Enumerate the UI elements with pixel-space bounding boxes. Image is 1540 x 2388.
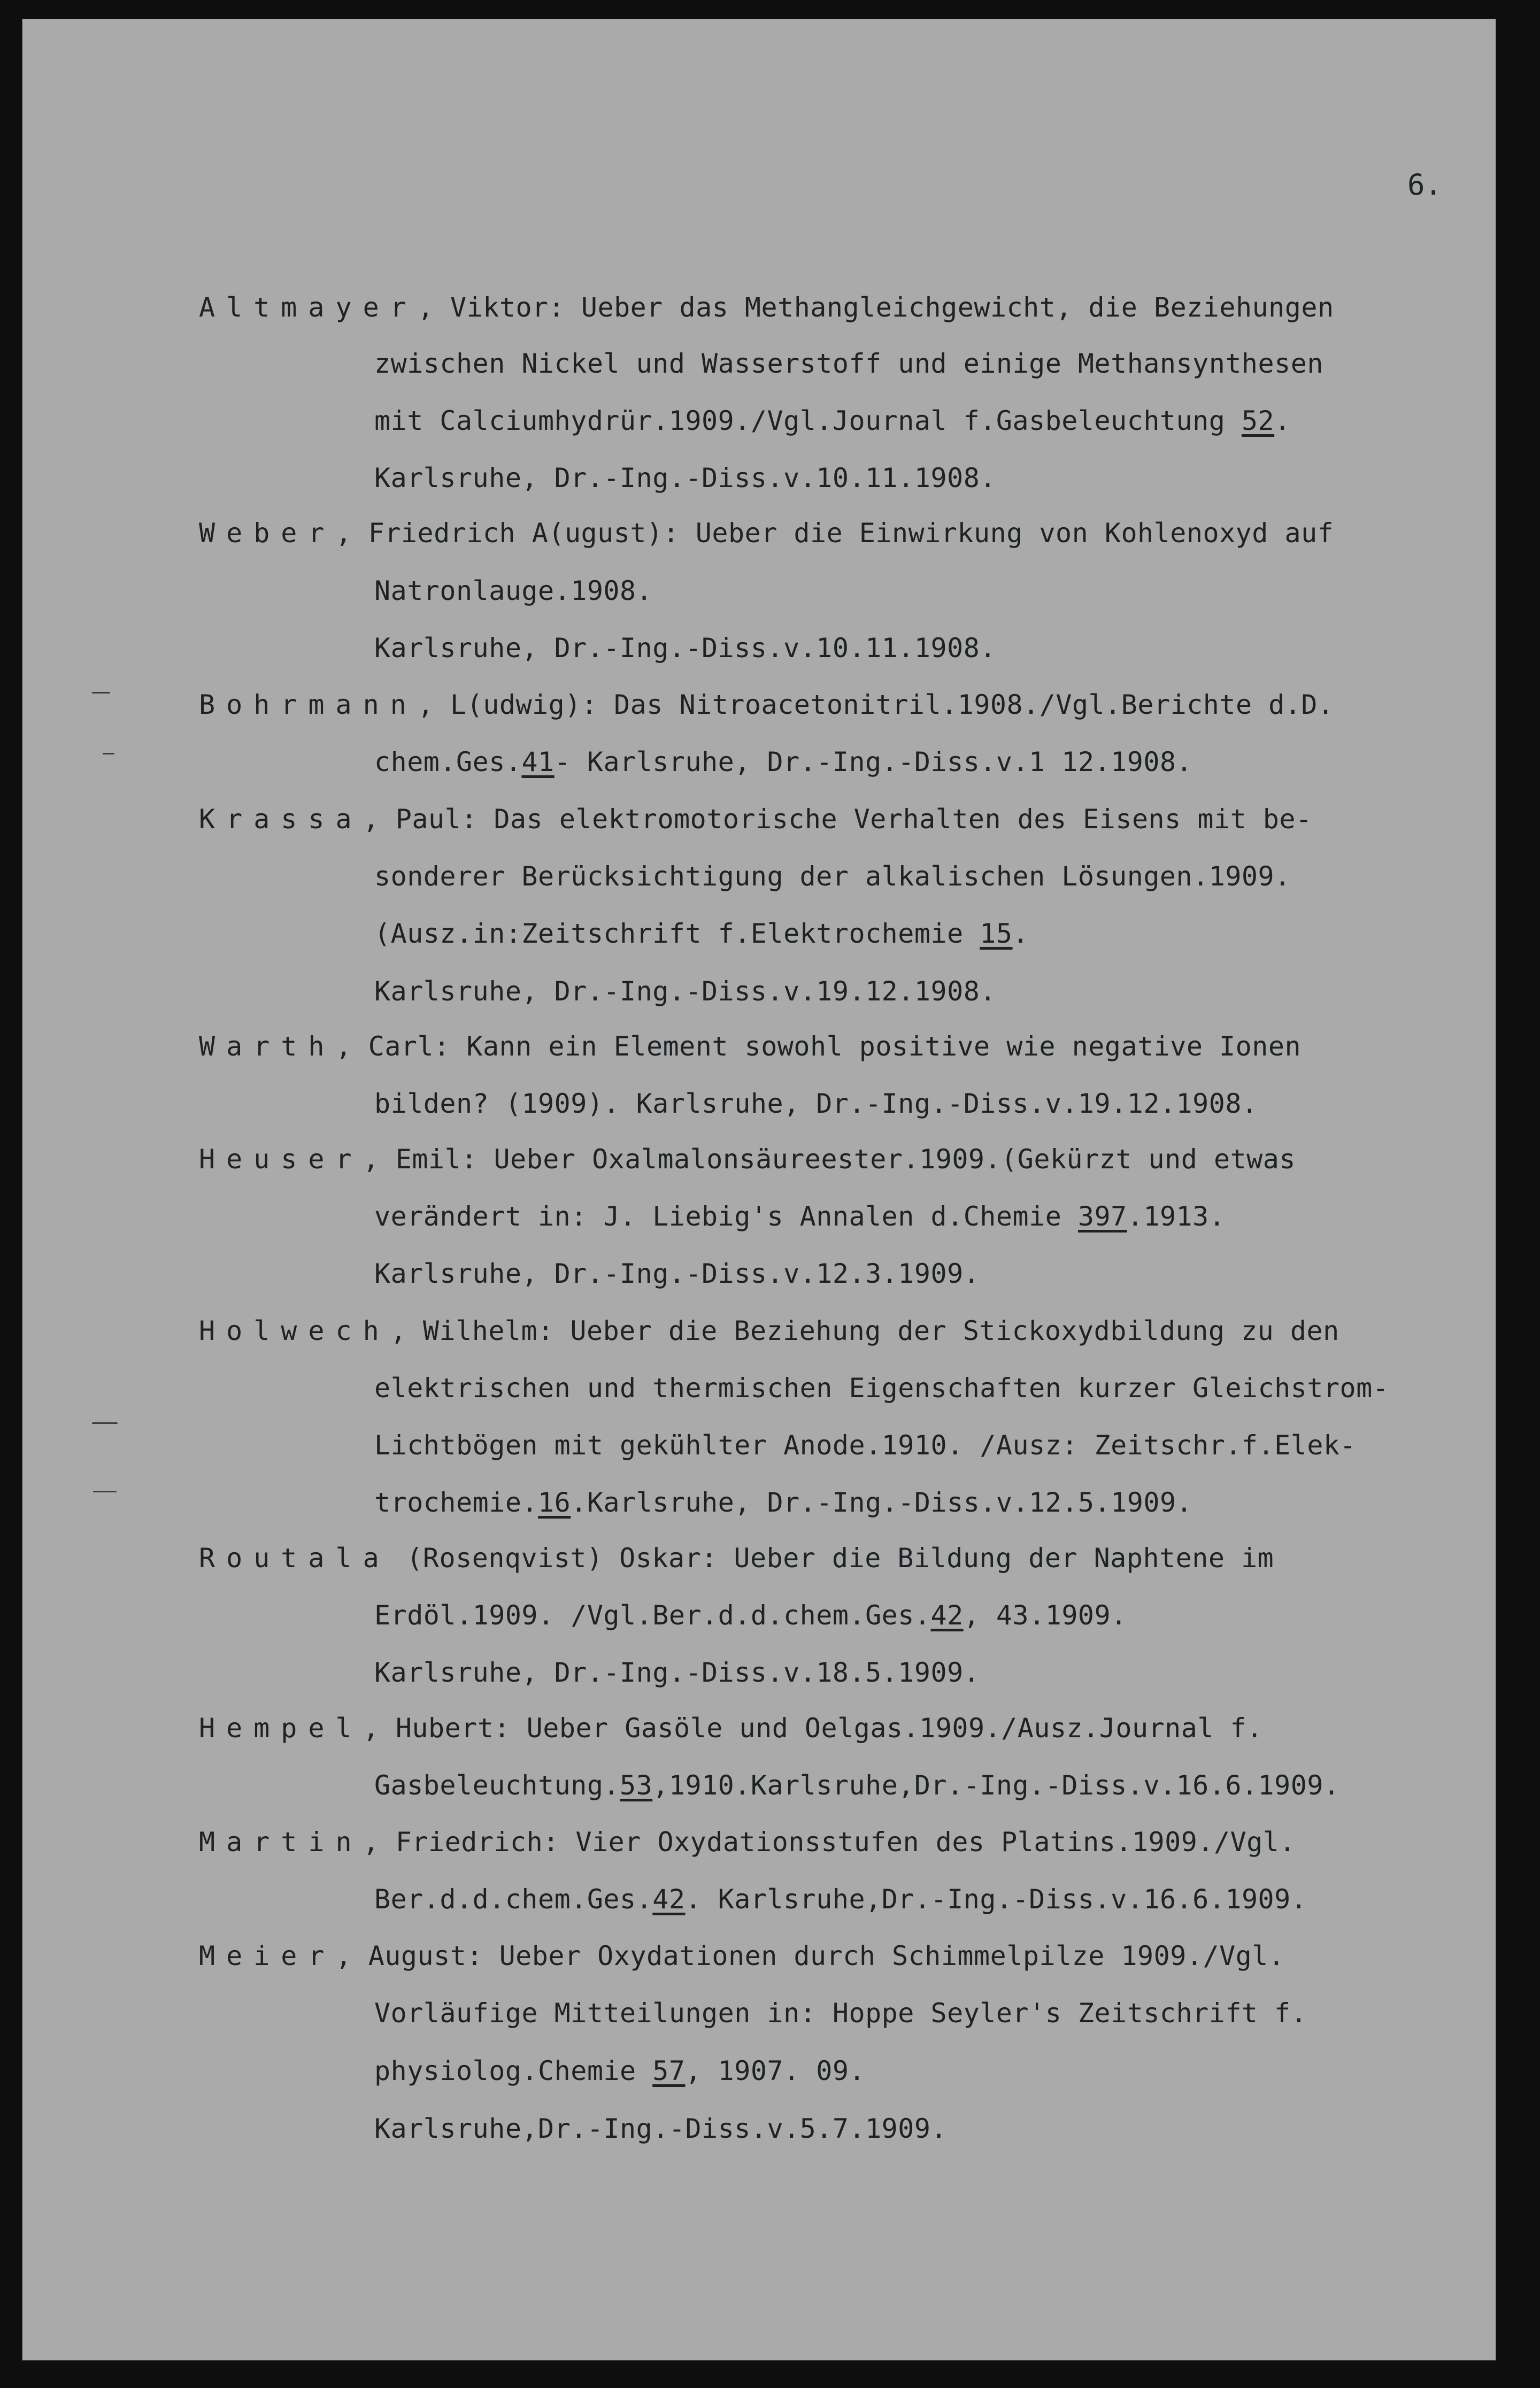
entry-text-content: Vier Oxydationsstufen des Platins.1909./Vgl. [575,1827,1296,1858]
entry-line: zwischen Nickel und Wasserstoff und einige Methansynthesen [374,348,1323,379]
entry-line: Karlsruhe, Dr.-Ing.-Diss.v.12.3.1909. [374,1258,980,1289]
entry-text [679,518,1334,549]
entry-text-content: Das elektromotorische Verhalten des Eisens mit be- [494,804,1312,835]
entry-line [199,804,1312,835]
author-given-name: , Emil: [363,1144,478,1175]
author-given-name: , Carl: [335,1031,450,1062]
entry-line: Karlsruhe, Dr.-Ing.-Diss.v.19.12.1908. [374,976,996,1007]
entry-text-content: Ueber die Bildung der Naphtene im [734,1543,1274,1574]
author-given-name: , Friedrich A(ugust): [335,518,680,549]
entry-text-content: Ueber die Beziehung der Stickoxydbildung zu den [570,1315,1339,1346]
entry-line [199,1315,1339,1346]
entry-line: Karlsruhe, Dr.-Ing.-Diss.v.10.11.1908. [374,633,996,664]
entry-line [199,1543,1274,1574]
entry-text [718,1543,1274,1574]
author-given-name: , August: [335,1940,483,1971]
entry-line: Erdöl.1909. /Vgl.Ber.d.d.chem.Ges.42, 43.1909. [374,1600,1127,1631]
author-surname: Hempel [199,1713,363,1744]
entry-text-content: Ueber Oxydationen durch Schimmelpilze 1909./Vgl. [499,1940,1285,1971]
entry-text-content: Kann ein Element sowohl positive wie negative Ionen [466,1031,1302,1062]
author-given-name: , Paul: [363,804,478,835]
entry-text [478,804,1312,835]
author-surname: Holwech [199,1315,390,1346]
entry-line: sonderer Berücksichtigung der alkalischen Lösungen.1909. [374,861,1291,892]
entry-text [478,1144,1296,1175]
author-surname: Krassa [199,804,363,835]
entry-line: Gasbeleuchtung.53,1910.Karlsruhe,Dr.-Ing.-Diss.v.16.6.1909. [374,1770,1340,1801]
entry-line [199,1827,1296,1858]
author-surname: Bohrmann [199,689,418,720]
entry-line: Karlsruhe, Dr.-Ing.-Diss.v.18.5.1909. [374,1657,980,1688]
entry-line: Karlsruhe, Dr.-Ing.-Diss.v.10.11.1908. [374,463,996,494]
entry-text-content: Ueber die Einwirkung von Kohlenoxyd auf [695,518,1334,549]
author-surname: Weber [199,518,336,549]
entry-line: chem.Ges.41- Karlsruhe, Dr.-Ing.-Diss.v.1 12.1908. [374,746,1193,777]
entry-line [199,689,1334,720]
entry-line [199,518,1334,549]
bibliography-list [22,19,1496,2360]
entry-line: trochemie.16.Karlsruhe, Dr.-Ing.-Diss.v.12.5.1909. [374,1487,1193,1518]
author-surname: Routala [199,1543,390,1574]
author-given-name: (Rosenqvist) Oskar: [390,1543,718,1574]
entry-line [199,1144,1296,1175]
entry-line [199,1713,1263,1744]
entry-text [597,689,1334,720]
entry-line: mit Calciumhydrür.1909./Vgl.Journal f.Gasbeleuchtung 52. [374,405,1291,436]
entry-text-content: Ueber das Methangleichgewicht, die Beziehungen [581,292,1334,323]
entry-line: bilden? (1909). Karlsruhe, Dr.-Ing.-Diss.v.19.12.1908. [374,1088,1258,1119]
entry-line: (Ausz.in:Zeitschrift f.Elektrochemie 15. [374,918,1029,949]
entry-line: physiolog.Chemie 57, 1907. 09. [374,2055,866,2086]
entry-text [510,1713,1263,1744]
author-surname: Altmayer [199,292,418,323]
page-number: 6. [1407,168,1443,202]
author-given-name: , Friedrich: [363,1827,559,1858]
author-given-name: , L(udwig): [417,689,598,720]
entry-line [199,292,1334,323]
entry-line [199,1031,1301,1062]
entry-line: elektrischen und thermischen Eigenschaften kurzer Gleichstrom- [374,1373,1389,1404]
entry-line: Lichtbögen mit gekühlter Anode.1910. /Ausz: Zeitschr.f.Elek- [374,1430,1357,1461]
entry-line [199,1940,1284,1971]
entry-text-content: Das Nitroacetonitril.1908./Vgl.Berichte d.D. [614,689,1334,720]
document-page [22,19,1496,2360]
entry-text [450,1031,1301,1062]
entry-line: Ber.d.d.chem.Ges.42. Karlsruhe,Dr.-Ing.-Diss.v.16.6.1909. [374,1884,1307,1915]
entry-line: verändert in: J. Liebig's Annalen d.Chemie 397.1913. [374,1201,1226,1232]
entry-text-content: Ueber Oxalmalonsäureester.1909.(Gekürzt und etwas [494,1144,1296,1175]
author-given-name: , Viktor: [417,292,565,323]
entry-line: Karlsruhe,Dr.-Ing.-Diss.v.5.7.1909. [374,2113,948,2144]
entry-line: Natronlauge.1908. [374,575,653,606]
author-given-name: , Hubert: [363,1713,511,1744]
entry-text [554,1315,1339,1346]
author-surname: Heuser [199,1144,363,1175]
entry-text-content: Ueber Gasöle und Oelgas.1909./Ausz.Journal f. [526,1713,1263,1744]
author-surname: Meier [199,1940,336,1971]
entry-text [565,292,1334,323]
entry-text [483,1940,1285,1971]
author-surname: Martin [199,1827,363,1858]
entry-line: Vorläufige Mitteilungen in: Hoppe Seyler's Zeitschrift f. [374,1998,1307,2029]
author-surname: Warth [199,1031,336,1062]
author-given-name: , Wilhelm: [390,1315,554,1346]
entry-text [559,1827,1296,1858]
